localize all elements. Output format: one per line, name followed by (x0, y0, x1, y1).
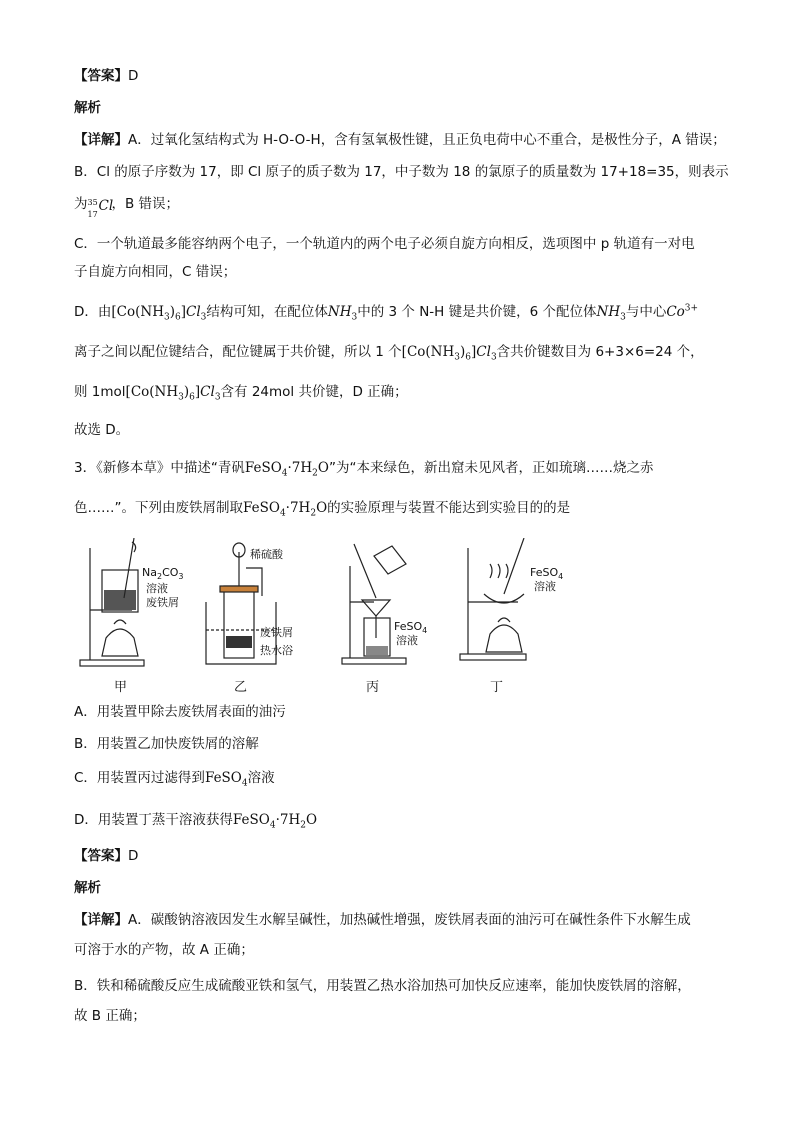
detail2-a2: 可溶于水的产物，故 A 正确； (74, 942, 254, 958)
opt-d-s1: 4 (269, 820, 276, 831)
f3c: ] (194, 384, 201, 400)
f2c: ) (183, 384, 190, 400)
q3-f-b: FeSO (243, 500, 280, 516)
option-b: B．用装置乙加快废铁屑的溶解 (74, 736, 259, 752)
detail-b2-pre: 为 (74, 196, 88, 212)
q3-l2-b: 的实验原理与装置不能达到实验目的的是 (327, 500, 571, 516)
s3: 3 (200, 312, 207, 323)
co: Co (666, 304, 685, 320)
d1-c: 中的 3 个 N-H 键是共价键，6 个配位体 (357, 304, 597, 320)
answer-line-1 (74, 66, 138, 86)
q3-l2-a: 色……”。下列由废铁屑制取 (74, 500, 243, 516)
d1-d: 与中心 (625, 304, 667, 320)
d2-b: 含共价键数目为 6+3×6=24 个， (496, 344, 704, 360)
complex-formula-2 (401, 344, 497, 363)
detail2-a1 (74, 910, 691, 930)
option-d (74, 810, 317, 830)
label-na2co3: $Na_2CO_3$ (142, 566, 184, 581)
detail-c1: C．一个轨道最多能容纳两个电子，一个轨道内的两个电子必须自旋方向相反，选项图中 p 轨道有一对电 (74, 236, 695, 252)
q3-s2-b: 2 (310, 508, 317, 519)
q3-f3: O (317, 460, 329, 476)
f1c: [Co(NH (125, 384, 179, 400)
opt-c-formula (204, 770, 248, 789)
caption-bing: 丙 (366, 680, 380, 695)
mass-number: 35 (87, 198, 98, 207)
detail-d2 (74, 342, 704, 362)
label-feso4-solution-1: 溶液 (396, 634, 418, 647)
label-hot-bath: 热水浴 (260, 644, 293, 657)
d1-a: D．由 (74, 304, 112, 320)
opt-d-s2: 2 (300, 820, 306, 831)
detail2-b2: 故 B 正确； (74, 1008, 146, 1024)
isotope-notation (87, 194, 114, 219)
nh3-2: NH (596, 304, 621, 320)
analysis-heading-2: 解析 (74, 880, 101, 896)
answer-label: 【答案】 (74, 68, 128, 84)
apparatus-jia (80, 538, 144, 666)
d3-b: 含有 24mol 共价键，D 正确； (220, 384, 408, 400)
detail2-a1-text: A．碳酸钠溶液因发生水解呈碱性，加热碱性增强，废铁屑表面的油污可在碱性条件下水解生成 (128, 912, 691, 928)
co-charge: 3+ (684, 303, 699, 314)
label-feso4-1: FeSO$_4$ (394, 620, 428, 635)
q3-s1-b: 4 (279, 508, 286, 519)
detail-a (74, 130, 726, 150)
q3-s2: 2 (312, 468, 318, 479)
label-dilute-acid: 稀硫酸 (250, 548, 283, 561)
opt-d-f: FeSO (232, 812, 270, 828)
f4b: Cl (476, 344, 491, 360)
detail-label: 【详解】 (74, 132, 128, 148)
apparatus-figure (74, 538, 574, 698)
detail-b1: B．Cl 的原子序数为 17，即 Cl 原子的质子数为 17，中子数为 18 的氯原子的质量数为 17+18=35，则表示 (74, 164, 729, 180)
opt-d-f2: ·7H (275, 812, 301, 828)
s2c: 6 (189, 392, 195, 403)
s1c: 3 (178, 392, 184, 403)
option-a: A．用装置甲除去废铁屑表面的油污 (74, 704, 286, 720)
q3-f2: ·7H (287, 460, 313, 476)
feso4-formula (244, 460, 329, 479)
q3-f2-b: ·7H (285, 500, 311, 516)
opt-c-f: FeSO (204, 770, 242, 786)
analysis-heading-1: 解析 (74, 100, 101, 116)
label-feso4-2: FeSO$_4$ (530, 566, 564, 581)
detail2-label: 【详解】 (74, 912, 128, 928)
f4c: Cl (200, 384, 215, 400)
apparatus-ding (460, 538, 526, 660)
feso4-formula-2 (243, 500, 328, 519)
f4: Cl (186, 304, 201, 320)
detail-c2: 子自旋方向相同，C 错误； (74, 264, 237, 280)
answer2-value: D (128, 848, 139, 864)
option-c (74, 768, 275, 788)
label-feso4-solution-2: 溶液 (534, 580, 556, 593)
caption-yi: 乙 (234, 680, 248, 695)
d3-a: 则 1mol (74, 384, 126, 400)
s5: 3 (620, 312, 626, 323)
f3b: ] (471, 344, 477, 360)
detail-d3 (74, 382, 408, 402)
q3-s1: 4 (281, 468, 288, 479)
detail-b2 (74, 194, 180, 219)
s2: 6 (175, 312, 181, 323)
caption-jia: 甲 (114, 680, 128, 695)
f2b: ) (459, 344, 466, 360)
answer-line-2 (74, 846, 138, 866)
label-waste-iron-1: 废铁屑 (146, 596, 179, 609)
question-3-line-1 (74, 458, 653, 478)
q3-f: FeSO (244, 460, 282, 476)
detail-b2-post: ，B 错误； (111, 196, 180, 212)
detail2-b1: B．铁和稀硫酸反应生成硫酸亚铁和氢气，用装置乙热水浴加热可加快反应速率，能加快废铁屑的溶解， (74, 978, 691, 994)
answer-value: D (128, 68, 139, 84)
answer2-label: 【答案】 (74, 848, 128, 864)
s3b: 3 (490, 352, 497, 363)
opt-d-a: D．用装置丁蒸干溶液获得 (74, 812, 233, 828)
d2-a: 离子之间以配位键结合，配位键属于共价键，所以 1 个 (74, 344, 402, 360)
nh3-1: NH (327, 304, 352, 320)
d1-b: 结构可知，在配位体 (206, 304, 328, 320)
opt-c-s: 4 (241, 778, 248, 789)
caption-ding: 丁 (490, 680, 504, 695)
s2b: 6 (465, 352, 471, 363)
detail-a-text: A．过氧化氢结构式为 H-O-O-H，含有氢氧极性键，且正负电荷中心不重合，是极性分子，A 错误； (128, 132, 726, 148)
element-symbol: Cl (98, 198, 114, 214)
s1: 3 (163, 312, 170, 323)
label-solution: 溶液 (146, 582, 168, 595)
detail-d1 (74, 302, 698, 322)
q3-f3-b: O (316, 500, 328, 516)
f1: [Co(NH (111, 304, 164, 320)
opt-d-formula (232, 812, 318, 831)
s3c: 3 (214, 392, 221, 403)
f2: ) (169, 304, 175, 320)
question-3-line-2 (74, 498, 570, 518)
f1b: [Co(NH (401, 344, 455, 360)
conclusion-1: 故选 D。 (74, 422, 130, 438)
complex-formula (111, 304, 207, 323)
opt-c-b: 溶液 (247, 770, 275, 786)
complex-formula-3 (125, 384, 221, 403)
label-waste-iron-2: 废铁屑 (260, 626, 293, 639)
s1b: 3 (454, 352, 460, 363)
s4: 3 (351, 312, 358, 323)
f3: ] (180, 304, 187, 320)
atomic-number: 17 (87, 210, 98, 219)
q3-l1-a: 3．《新修本草》中描述“青矾 (74, 460, 245, 476)
opt-c-a: C．用装置丙过滤得到 (74, 770, 205, 786)
q3-l1-b: ”为“本来绿色，新出窟未见风者，正如琉璃……烧之赤 (328, 460, 654, 476)
opt-d-f3: O (305, 812, 318, 828)
